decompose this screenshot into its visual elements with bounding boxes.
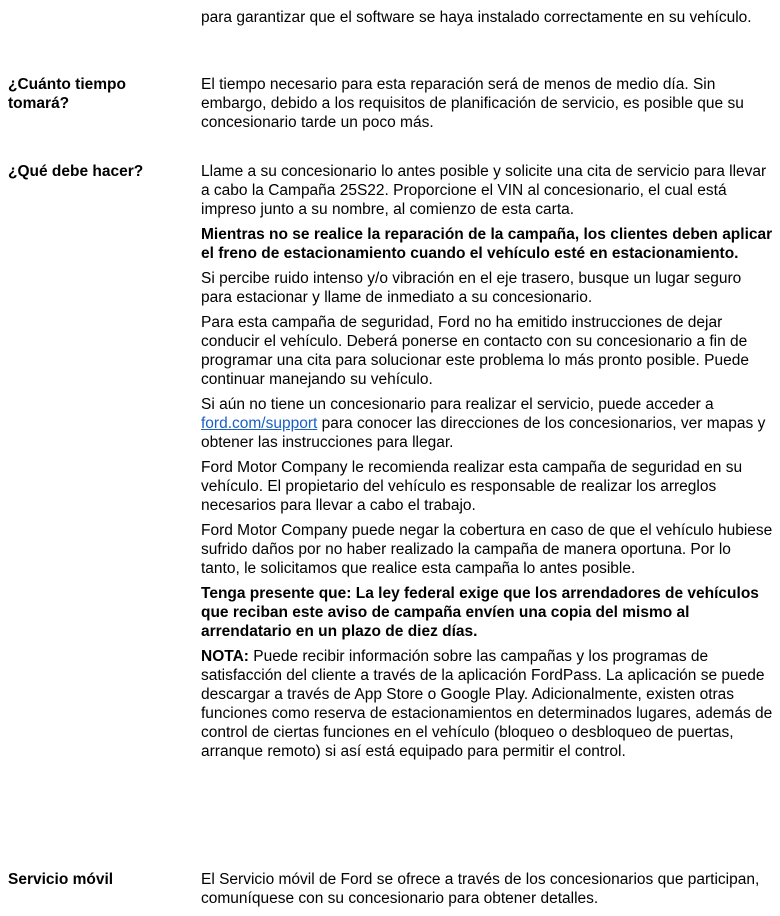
todo-label: ¿Qué debe hacer?: [8, 163, 144, 180]
time-label: ¿Cuánto tiempo tomará?: [8, 76, 126, 112]
note-text: Puede recibir información sobre las campañas y los programas de satisfacción del cliente a través de la aplicación FordPass. La aplicación se puede descargar a través de App Store o Google Play. Adicionalmente, existen otras funciones como reserva de estacionamientos en determinados lugares, además de control de ciertas funciones en el vehículo (bloqueo o desbloqueo de puertas, arranque remoto) si así está equipado para permitir el control.: [201, 648, 773, 760]
todo-p5: [201, 395, 773, 452]
todo-p6: Ford Motor Company le recomienda realizar esta campaña de seguridad en su vehículo. El propietario del vehículo es responsable de realizar los arreglos necesarios para llevar a cabo el trabajo.: [201, 459, 743, 514]
note-label: NOTA:: [201, 648, 249, 665]
todo-block: [201, 162, 773, 767]
intro-continuation: para garantizar que el software se haya instalado correctamente en su vehículo.: [201, 9, 752, 26]
ford-support-link[interactable]: ford.com/support: [201, 415, 318, 432]
mobile-label: Servicio móvil: [8, 871, 114, 888]
todo-p5-after: para conocer las direcciones de los concesionarios, ver mapas y obtener las instrucciones para llegar.: [201, 415, 766, 451]
todo-note: [201, 647, 773, 761]
intro-block: [201, 8, 773, 33]
todo-p1: Llame a su concesionario lo antes posible y solicite una cita de servicio para llevar a cabo la Campaña 25S22. Proporcione el VIN al concesionario, el cual está impreso junto a su nombre, al comienzo de esta carta.: [201, 163, 767, 218]
todo-p2-warning: Mientras no se realice la reparación de la campaña, los clientes deben aplicar el freno de estacionamiento cuando el vehículo esté en estacionamiento.: [201, 226, 773, 262]
todo-p4: Para esta campaña de seguridad, Ford no ha emitido instrucciones de dejar conducir el vehículo. Deberá ponerse en contacto con su concesionario a fin de programar una cita para solucionar este problema lo más pronto posible. Puede continuar manejando su vehículo.: [201, 314, 749, 388]
mobile-text: El Servicio móvil de Ford se ofrece a través de los concesionarios que participan, comuníquese con su concesionario para obtener detalles.: [201, 871, 760, 907]
mobile-block: [201, 870, 773, 914]
time-text: El tiempo necesario para esta reparación será de menos de medio día. Sin embargo, debido a los requisitos de planificación de servicio, es posible que su concesionario tarde un poco más.: [201, 76, 744, 131]
todo-p8-legal-notice: Tenga presente que: La ley federal exige que los arrendadores de vehículos que reciban este aviso de campaña envíen una copia del mismo al arrendatario en un plazo de diez días.: [201, 585, 759, 640]
todo-p7: Ford Motor Company puede negar la cobertura en caso de que el vehículo hubiese sufrido daños por no haber realizado la campaña de manera oportuna. Por lo tanto, le solicitamos que realice esta campaña lo antes posible.: [201, 522, 773, 577]
todo-p5-before: Si aún no tiene un concesionario para realizar el servicio, puede acceder a: [201, 396, 714, 413]
todo-p3: Si percibe ruido intenso y/o vibración en el eje trasero, busque un lugar seguro para estacionar y llame de inmediato a su concesionario.: [201, 270, 742, 306]
time-block: [201, 75, 773, 138]
